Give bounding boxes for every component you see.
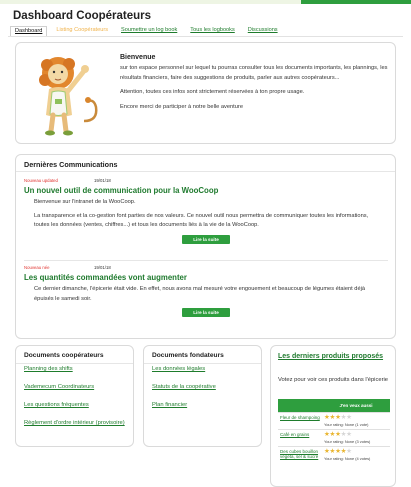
article-meta — [24, 178, 388, 183]
doc-link[interactable]: Planning des shifts — [24, 366, 73, 372]
lion-mascot-illustration — [32, 51, 104, 137]
product-name-link[interactable]: Fleur de shampoing — [278, 413, 322, 430]
divider — [144, 363, 261, 364]
welcome-paragraph: sur ton espace personnel sur lequel tu pourras consulter tous les documents importants, les plannings, les résultats financiers, faire des suggestions de produits, parler aux autres coopérateurs... — [120, 65, 388, 81]
product-row — [278, 430, 390, 447]
article-title[interactable]: Un nouvel outil de communication pour la WooCoop — [24, 186, 219, 195]
star-icon[interactable]: ★ — [335, 414, 341, 421]
nav-divider — [8, 36, 403, 37]
welcome-paragraph: Encore merci de participer à notre belle aventure — [120, 103, 243, 110]
article-date: 19/01/18 — [94, 178, 111, 183]
star-icon[interactable]: ★ — [340, 431, 347, 438]
article-badge: Nouveau née — [24, 265, 50, 270]
rating-stars[interactable] — [324, 432, 388, 438]
article-title[interactable]: Les quantités commandées vont augmenter — [24, 273, 187, 282]
star-icon[interactable]: ★ — [346, 448, 352, 455]
doc-link[interactable]: Statuts de la coopérative — [152, 384, 216, 390]
doc-link[interactable]: Plan financier — [152, 402, 188, 408]
article — [24, 178, 388, 244]
docs-cooperateurs-title: Documents coopérateurs — [24, 352, 104, 359]
star-icon[interactable]: ★ — [329, 414, 336, 421]
star-icon[interactable]: ★ — [324, 414, 330, 421]
communications-panel — [15, 154, 396, 339]
nav-tab-submit-logbook[interactable]: Soumettre un log book — [121, 27, 178, 33]
docs-fondateurs-panel — [143, 345, 262, 447]
star-icon[interactable]: ★ — [340, 448, 347, 455]
star-icon[interactable]: ★ — [335, 448, 341, 455]
rating-stars[interactable] — [324, 415, 388, 421]
page-title: Dashboard Coopérateurs — [13, 10, 152, 22]
top-bar-segment — [301, 0, 411, 4]
top-bar-segment — [0, 0, 301, 4]
article-body — [34, 285, 382, 304]
rating-text: Your rating: None (4 votes) — [324, 456, 371, 461]
read-more-button[interactable]: Lire la suite — [182, 308, 230, 317]
star-icon[interactable]: ★ — [329, 448, 336, 455]
products-intro: Votez pour voir ces produits dans l'épicerie — [278, 377, 389, 383]
top-accent-bar — [0, 0, 411, 4]
article-body — [34, 198, 382, 231]
product-row — [278, 413, 390, 430]
nav-tab-all-logbooks[interactable]: Tous les logbooks — [190, 27, 235, 33]
nav-tab-listing-cooperateurs[interactable]: Listing Coopérateurs — [56, 27, 108, 33]
latest-products-panel — [270, 345, 396, 487]
welcome-paragraph: Attention, toutes ces infos sont strictement réservées à ton propre usage. — [120, 89, 305, 96]
article-paragraph: La transparence et la co-gestion font parties de nos valeurs. Ce nouvel outil nous permettra de communiquer toutes les informations, toutes les données (ventes, chiffres...) et tous les documents liés à la vie de la WooCoop. — [34, 212, 369, 228]
star-icon[interactable]: ★ — [324, 431, 330, 438]
table-header-empty — [278, 399, 322, 413]
docs-fondateurs-list — [152, 365, 256, 419]
product-name-link[interactable]: Café en grains — [278, 430, 322, 447]
star-icon[interactable]: ★ — [346, 431, 352, 438]
divider — [16, 171, 395, 172]
doc-link[interactable]: Les questions fréquentes — [24, 402, 89, 408]
docs-fondateurs-title: Documents fondateurs — [152, 352, 224, 359]
star-icon[interactable]: ★ — [340, 414, 347, 421]
rating-text: Your rating: None (3 votes) — [324, 439, 371, 444]
docs-cooperateurs-list — [24, 365, 128, 437]
welcome-title: Bienvenue — [120, 54, 156, 61]
product-row — [278, 447, 390, 464]
doc-link[interactable]: Règlement d'ordre intérieur (provisoire) — [24, 420, 125, 426]
latest-products-title[interactable]: Les derniers produits proposés — [278, 353, 384, 360]
table-header-vote: J'en veux aussi — [322, 399, 390, 413]
rating-text: Your rating: None (1 vote) — [324, 422, 369, 427]
divider — [16, 363, 133, 364]
article-paragraph: Bienvenue sur l'intranet de la WooCoop. — [34, 199, 136, 205]
nav-tab-discussions[interactable]: Discussions — [247, 27, 278, 33]
star-icon[interactable]: ★ — [324, 448, 330, 455]
article — [24, 265, 388, 317]
welcome-text — [120, 53, 388, 117]
star-icon[interactable]: ★ — [329, 431, 336, 438]
product-vote-cell — [322, 447, 390, 464]
doc-link[interactable]: Les données légales — [152, 366, 206, 372]
star-icon[interactable]: ★ — [335, 431, 341, 438]
read-more-button[interactable]: Lire la suite — [182, 235, 230, 244]
divider — [24, 260, 388, 261]
rating-stars[interactable] — [324, 449, 388, 455]
nav-tab-dashboard[interactable]: Dashboard — [10, 26, 47, 36]
product-vote-cell — [322, 430, 390, 447]
communications-title: Dernières Communications — [24, 160, 118, 169]
article-date: 19/01/18 — [94, 265, 111, 270]
article-paragraph: Ce dernier dimanche, l'épicerie était vide. En effet, nous avons mal mesuré votre engouement et beaucoup de légumes étaient déjà épuisés le samedi soir. — [34, 286, 366, 302]
product-vote-cell — [322, 413, 390, 430]
article-meta — [24, 265, 388, 270]
welcome-panel — [15, 42, 396, 144]
doc-link[interactable]: Vademecum Coordinateurs — [24, 384, 95, 390]
main-nav — [10, 26, 287, 36]
star-icon[interactable]: ★ — [346, 414, 352, 421]
article-badge: Nouveau updated — [24, 178, 58, 183]
products-table — [278, 399, 390, 463]
docs-cooperateurs-panel — [15, 345, 134, 447]
product-name-link[interactable]: Des cubes bouillon végéta, sel & sucré — [278, 447, 322, 464]
